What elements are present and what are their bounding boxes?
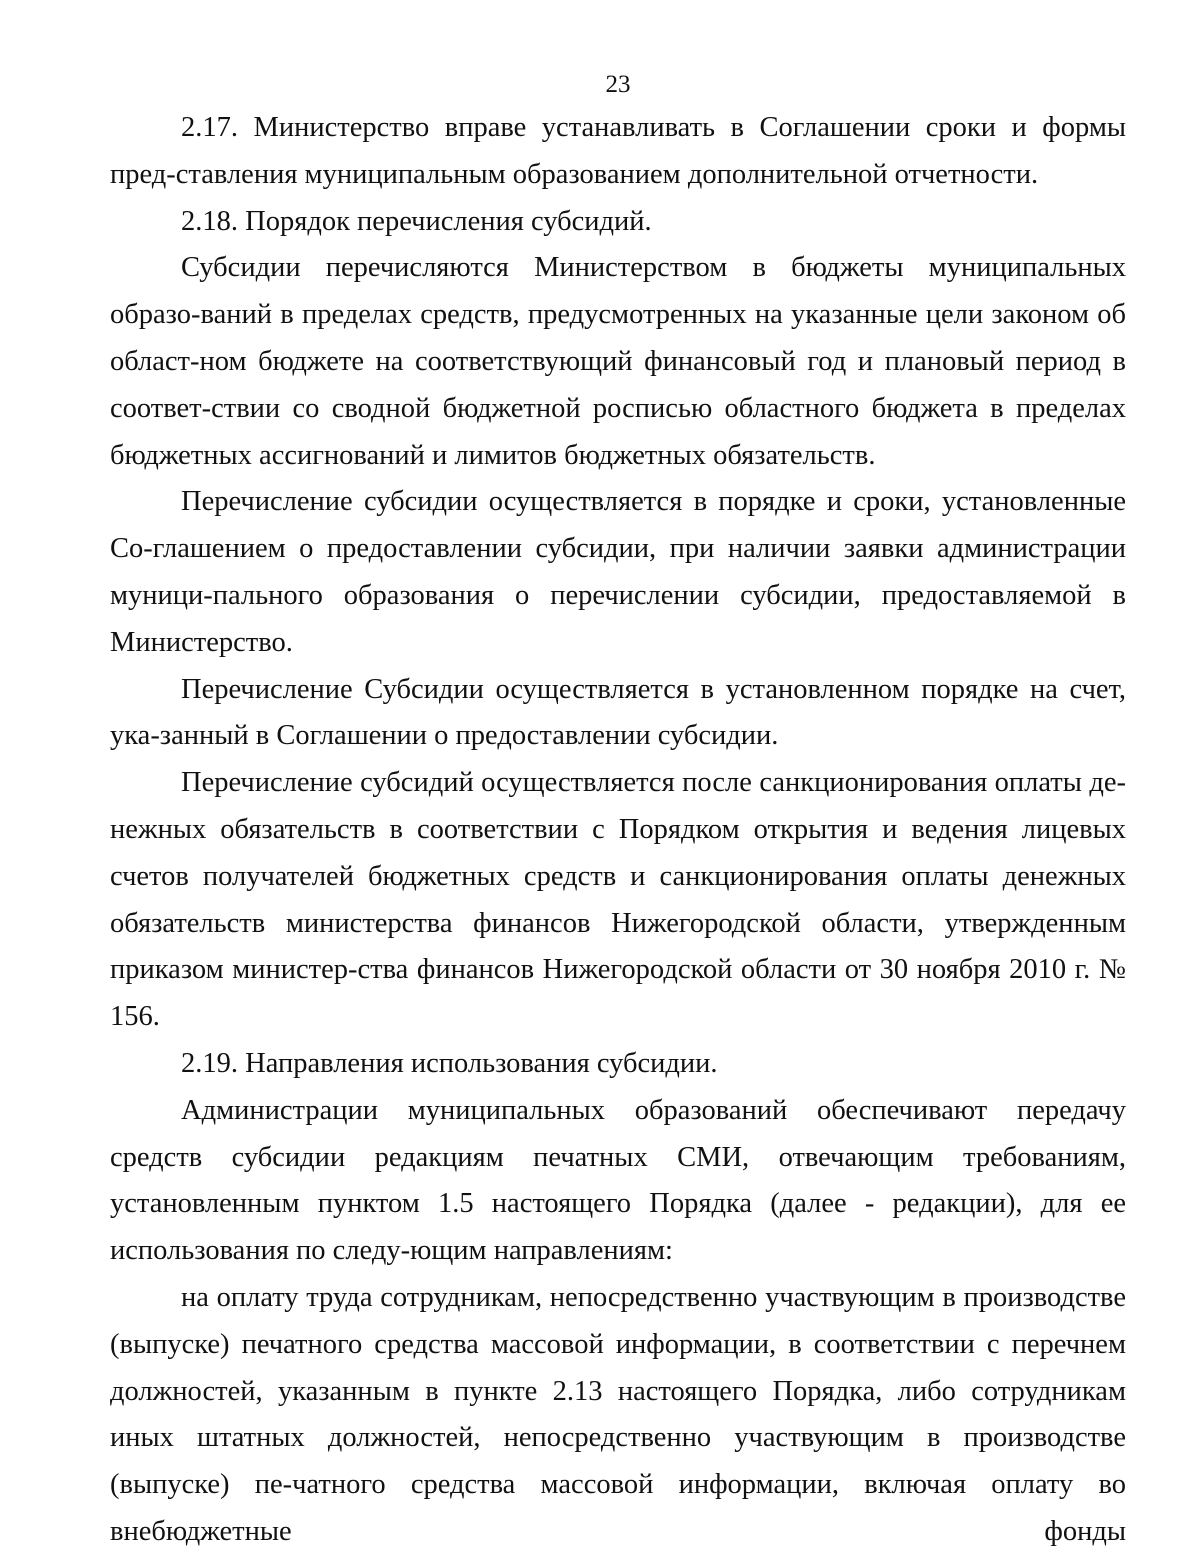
paragraph-salary: на оплату труда сотрудникам, непосредственно участвующим в производстве (выпуске) печатного средства массовой информации, в соответствии с перечнем должностей, указанным в пункте 2.13 настоящего Порядка, либо сотрудникам иных штатных должностей, непосредственно участвующим в производстве (выпуске) пе-чатного средства массовой информации, включая оплату во внебюджетные фонды [110, 1281, 1126, 1547]
paragraph-transfer-account: Перечисление Субсидии осуществляется в установленном порядке на счет, ука-занный в Соглашении о предоставлении субсидии. [110, 673, 1126, 752]
paragraph-2-18-heading: 2.18. Порядок перечисления субсидий. [181, 205, 652, 237]
paragraph-sanctioning: Перечисление субсидий осуществляется после санкционирования оплаты де-нежных обязательств в соответствии с Порядком открытия и ведения лицевых счетов получателей бюджетных средств и санкционирования оплаты денежных обязательств министерства финансов Нижегородской области, утвержденным приказом министер-ства финансов Нижегородской области от 30 ноября 2010 г. № 156. [110, 767, 1126, 1033]
paragraph-transfer-order: Перечисление субсидии осуществляется в порядке и сроки, установленные Со-глашением о предоставлении субсидии, при наличии заявки администрации муници-пального образования о перечислении субсидии, предоставляемой в Министерство. [110, 486, 1126, 658]
document-body [110, 105, 1126, 1556]
paragraph-2-17: 2.17. Министерство вправе устанавливать в Соглашении сроки и формы пред-ставления муниципальным образованием дополнительной отчетности. [110, 112, 1126, 190]
paragraph-administrations: Администрации муниципальных образований обеспечивают передачу средств субсидии редакциям печатных СМИ, отвечающим требованиям, установленным пунктом 1.5 настоящего Порядка (далее - редакции), для ее использования по следу-ющим направлениям: [110, 1094, 1126, 1267]
paragraph-2-19-heading: 2.19. Направления использования субсидии. [181, 1047, 718, 1079]
paragraph-subsidy-transfer: Субсидии перечисляются Министерством в бюджеты муниципальных образо-ваний в пределах средств, предусмотренных на указанные цели законом об област-ном бюджете на соответствующий финансовый год и плановый период в соответ-ствии со сводной бюджетной росписью областного бюджета в пределах бюджетных ассигнований и лимитов бюджетных обязательств. [110, 252, 1126, 471]
page-number: 23 [605, 71, 631, 98]
